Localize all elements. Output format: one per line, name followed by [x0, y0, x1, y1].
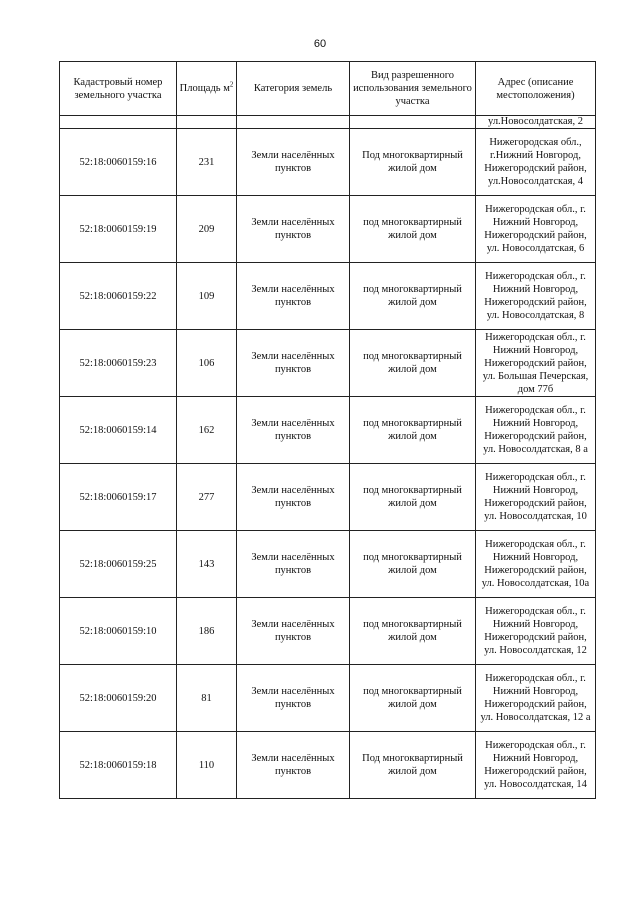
category-cell: Земли населённых пунктов: [237, 732, 350, 799]
header-address: Адрес (описание местоположения): [476, 62, 596, 116]
category-cell: Земли населённых пунктов: [237, 129, 350, 196]
address-cell: Нижегородская обл., г. Нижний Новгород, Нижегородский район, ул. Новосолдатская, 14: [476, 732, 596, 799]
cadastral-cell: 52:18:0060159:16: [60, 129, 177, 196]
header-area-superscript: 2: [229, 80, 234, 89]
continued-area-cell: [177, 116, 237, 129]
page-number: 60: [313, 38, 327, 50]
cadastral-cell: 52:18:0060159:19: [60, 196, 177, 263]
address-cell: Нижегородская обл., г. Нижний Новгород, Нижегородский район, ул. Новосолдатская, 12: [476, 598, 596, 665]
table-row: [60, 464, 596, 531]
header-category: Категория земель: [237, 62, 350, 116]
table-row: [60, 531, 596, 598]
table-row: [60, 129, 596, 196]
area-cell: 110: [177, 732, 237, 799]
table-row: [60, 196, 596, 263]
area-cell: 143: [177, 531, 237, 598]
continued-address-cell: ул.Новосолдатская, 2: [476, 116, 596, 129]
area-cell: 277: [177, 464, 237, 531]
continued-row: [60, 116, 596, 129]
address-cell: Нижегородская обл., г. Нижний Новгород, Нижегородский район, ул. Новосолдатская, 10: [476, 464, 596, 531]
address-cell: Нижегородская обл., г. Нижний Новгород, Нижегородский район, ул. Большая Печерская, дом 77б: [476, 330, 596, 397]
area-cell: 106: [177, 330, 237, 397]
area-cell: 186: [177, 598, 237, 665]
table-row: [60, 665, 596, 732]
area-cell: 109: [177, 263, 237, 330]
category-cell: Земли населённых пунктов: [237, 196, 350, 263]
area-cell: 209: [177, 196, 237, 263]
usage-cell: под многоквартирный жилой дом: [350, 665, 476, 732]
table-row: [60, 732, 596, 799]
address-cell: Нижегородская обл., г. Нижний Новгород, Нижегородский район, ул. Новосолдатская, 6: [476, 196, 596, 263]
address-cell: Нижегородская обл., г.Нижний Новгород, Нижегородский район, ул.Новосолдатская, 4: [476, 129, 596, 196]
cadastral-cell: 52:18:0060159:25: [60, 531, 177, 598]
table-row: [60, 397, 596, 464]
usage-cell: под многоквартирный жилой дом: [350, 531, 476, 598]
usage-cell: Под многоквартирный жилой дом: [350, 129, 476, 196]
header-area-label: Площадь м: [179, 83, 230, 94]
table-row: [60, 330, 596, 397]
category-cell: Земли населённых пунктов: [237, 531, 350, 598]
usage-cell: под многоквартирный жилой дом: [350, 263, 476, 330]
area-cell: 231: [177, 129, 237, 196]
cadastral-cell: 52:18:0060159:10: [60, 598, 177, 665]
land-plots-table: [59, 61, 596, 799]
usage-cell: под многоквартирный жилой дом: [350, 598, 476, 665]
cadastral-cell: 52:18:0060159:23: [60, 330, 177, 397]
cadastral-cell: 52:18:0060159:18: [60, 732, 177, 799]
table-header-row: [60, 62, 596, 116]
continued-category-cell: [237, 116, 350, 129]
category-cell: Земли населённых пунктов: [237, 598, 350, 665]
usage-cell: под многоквартирный жилой дом: [350, 397, 476, 464]
header-cadastral: Кадастровый номер земельного участка: [60, 62, 177, 116]
header-usage: Вид разрешенного использования земельного участка: [350, 62, 476, 116]
category-cell: Земли населённых пунктов: [237, 330, 350, 397]
category-cell: Земли населённых пунктов: [237, 665, 350, 732]
continued-usage-cell: [350, 116, 476, 129]
address-cell: Нижегородская обл., г. Нижний Новгород, Нижегородский район, ул. Новосолдатская, 12 а: [476, 665, 596, 732]
area-cell: 81: [177, 665, 237, 732]
usage-cell: под многоквартирный жилой дом: [350, 464, 476, 531]
category-cell: Земли населённых пунктов: [237, 263, 350, 330]
usage-cell: Под многоквартирный жилой дом: [350, 732, 476, 799]
address-cell: Нижегородская обл., г. Нижний Новгород, Нижегородский район, ул. Новосолдатская, 8: [476, 263, 596, 330]
continued-cadastral-cell: [60, 116, 177, 129]
cadastral-cell: 52:18:0060159:20: [60, 665, 177, 732]
area-cell: 162: [177, 397, 237, 464]
cadastral-cell: 52:18:0060159:17: [60, 464, 177, 531]
table-row: [60, 263, 596, 330]
header-area: [177, 62, 237, 116]
address-cell: Нижегородская обл., г. Нижний Новгород, Нижегородский район, ул. Новосолдатская, 10а: [476, 531, 596, 598]
usage-cell: под многоквартирный жилой дом: [350, 330, 476, 397]
address-cell: Нижегородская обл., г. Нижний Новгород, Нижегородский район, ул. Новосолдатская, 8 а: [476, 397, 596, 464]
usage-cell: под многоквартирный жилой дом: [350, 196, 476, 263]
table-row: [60, 598, 596, 665]
cadastral-cell: 52:18:0060159:14: [60, 397, 177, 464]
category-cell: Земли населённых пунктов: [237, 464, 350, 531]
category-cell: Земли населённых пунктов: [237, 397, 350, 464]
cadastral-cell: 52:18:0060159:22: [60, 263, 177, 330]
